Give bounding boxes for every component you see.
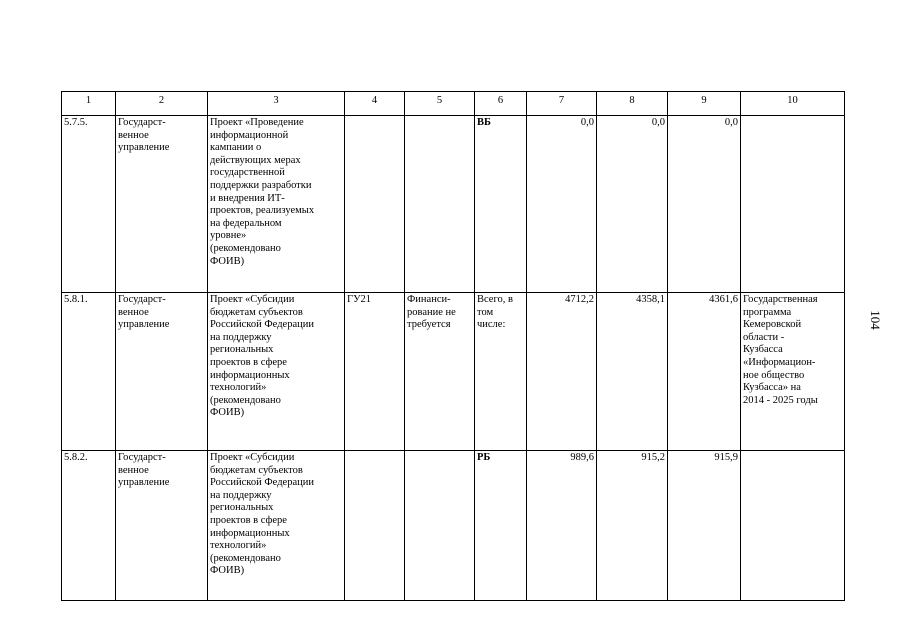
funding-source-cell: ВБ [475,116,527,293]
financing-note-cell [405,116,475,293]
amount-col8: 0,0 [597,116,668,293]
column-number-row [62,92,845,116]
column-number: 3 [208,92,345,116]
project-name-cell: Проект «Проведение информационной кампании о действующих мерах государственной поддержки разработки и внедрения ИТ- проектов, реализуемых на федеральном уровне» (рекомендовано ФОИВ) [208,116,345,293]
table-row [62,293,845,451]
funding-source-cell: Всего, в том числе: [475,293,527,451]
column-number: 8 [597,92,668,116]
funding-source-cell: РБ [475,451,527,601]
program-cell: Государственная программа Кемеровской области - Кузбасса «Информацион- ное общество Кузбасса» на 2014 - 2025 годы [741,293,845,451]
responsible-cell [345,116,405,293]
financing-note-cell [405,451,475,601]
amount-col8: 4358,1 [597,293,668,451]
column-number: 5 [405,92,475,116]
amount-col7: 4712,2 [527,293,597,451]
column-number: 9 [668,92,741,116]
column-number: 4 [345,92,405,116]
responsible-cell: ГУ21 [345,293,405,451]
project-name-cell: Проект «Субсидии бюджетам субъектов Российской Федерации на поддержку региональных проектов в сфере информационных технологий» (рекомендовано ФОИВ) [208,451,345,601]
amount-col8: 915,2 [597,451,668,601]
amount-col9: 0,0 [668,116,741,293]
sphere-cell: Государст- венное управление [116,116,208,293]
column-number: 6 [475,92,527,116]
column-number: 7 [527,92,597,116]
item-number: 5.8.1. [62,293,116,451]
financing-note-cell: Финанси- рование не требуется [405,293,475,451]
amount-col7: 989,6 [527,451,597,601]
column-number: 10 [741,92,845,116]
table-row [62,451,845,601]
item-number: 5.8.2. [62,451,116,601]
project-name-cell: Проект «Субсидии бюджетам субъектов Российской Федерации на поддержку региональных проектов в сфере информационных технологий» (рекомендовано ФОИВ) [208,293,345,451]
program-table [61,91,845,601]
item-number: 5.7.5. [62,116,116,293]
sphere-cell: Государст- венное управление [116,451,208,601]
responsible-cell [345,451,405,601]
column-number: 2 [116,92,208,116]
sphere-cell: Государст- венное управление [116,293,208,451]
amount-col7: 0,0 [527,116,597,293]
program-cell [741,116,845,293]
column-number: 1 [62,92,116,116]
table-row [62,116,845,293]
program-cell [741,451,845,601]
amount-col9: 915,9 [668,451,741,601]
page-number: 104 [867,310,883,330]
amount-col9: 4361,6 [668,293,741,451]
